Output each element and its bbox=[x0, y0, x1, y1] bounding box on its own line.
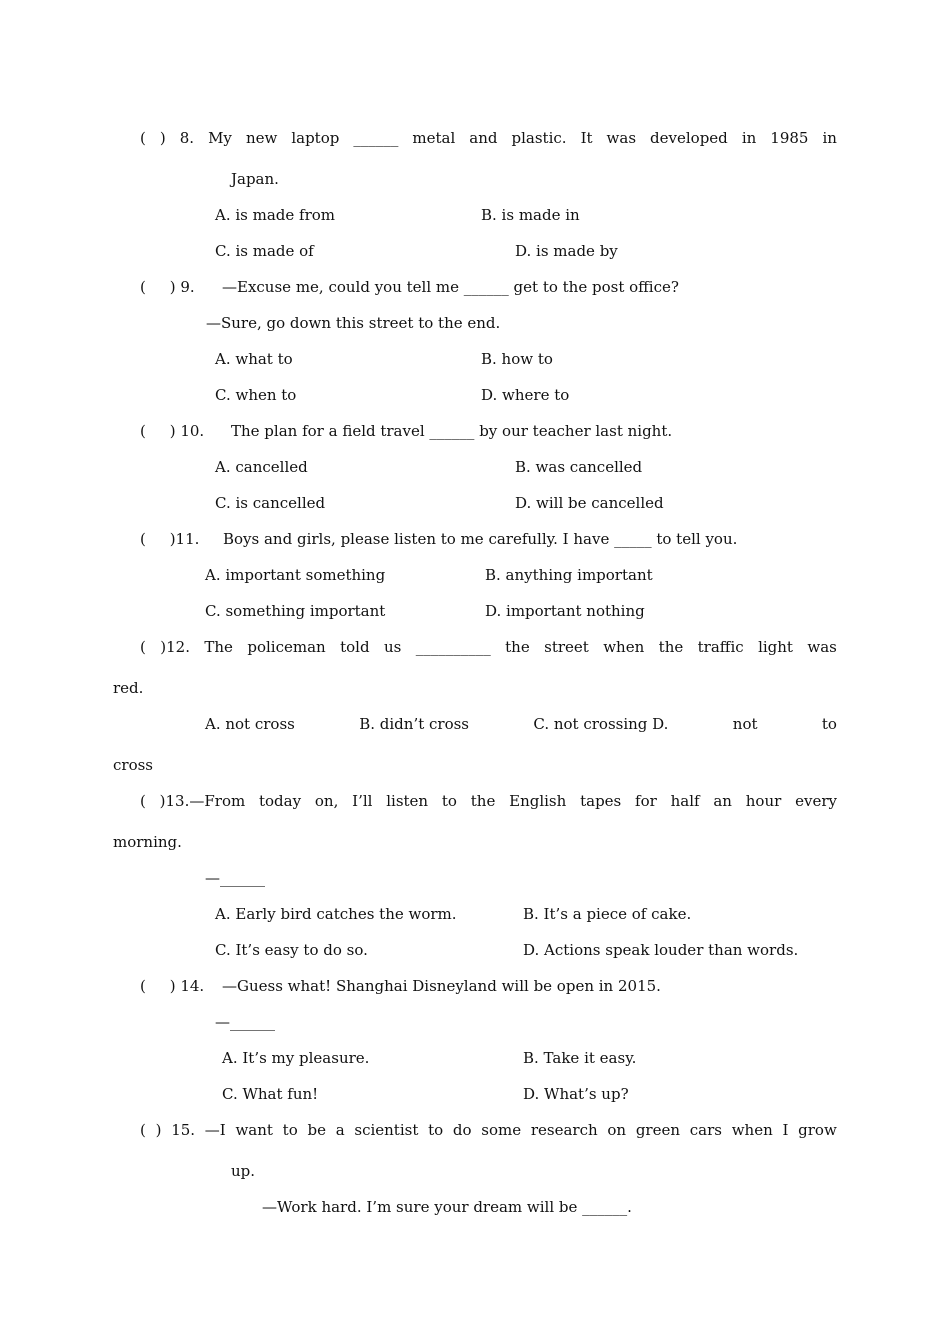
q15-stem-word: do bbox=[452, 1121, 472, 1139]
q13-stem-word: every bbox=[795, 792, 837, 810]
q15-stem-word: to bbox=[282, 1121, 298, 1139]
q15-stem-word: when bbox=[731, 1121, 773, 1139]
q14-stem: —Guess what! Shanghai Disneyland will be open in 2015. bbox=[222, 977, 661, 995]
q9-stem: —Excuse me, could you tell me ______ get to the post office? bbox=[222, 278, 679, 296]
q15-stem-cont: up. bbox=[231, 1162, 256, 1180]
q15-stem-word: scientist bbox=[354, 1121, 419, 1139]
q12-stem-word: The bbox=[204, 638, 233, 656]
q12-stem-word: was bbox=[807, 638, 837, 656]
q9-option-d[interactable]: D. where to bbox=[481, 386, 570, 404]
q12-options[interactable] bbox=[205, 714, 837, 734]
q8-option-d[interactable]: D. is made by bbox=[515, 242, 618, 260]
q13-stem-word: )13.—From bbox=[159, 792, 246, 810]
q12-stem-word: __________ bbox=[415, 638, 491, 656]
q13-stem-word: English bbox=[509, 792, 567, 810]
q12-stem-word: ( bbox=[140, 638, 146, 656]
q13-option-d[interactable]: D. Actions speak louder than words. bbox=[523, 941, 799, 959]
q8-stem-word: in bbox=[822, 129, 837, 147]
q9-option-b[interactable]: B. how to bbox=[481, 350, 553, 368]
q8-option-a[interactable]: A. is made from bbox=[215, 206, 336, 224]
q13-stem-cont: morning. bbox=[113, 833, 182, 851]
q8-stem-word: metal bbox=[412, 129, 456, 147]
q10-option-c[interactable]: C. is cancelled bbox=[215, 494, 326, 512]
q13-stem-word: to bbox=[441, 792, 457, 810]
q8-stem-cont: Japan. bbox=[231, 170, 279, 188]
q12-stem-word: us bbox=[383, 638, 402, 656]
q12-options-word: not bbox=[732, 715, 758, 733]
q15-stem-word: to bbox=[428, 1121, 444, 1139]
q8-stem-word: new bbox=[245, 129, 278, 147]
q8-stem-word: ) bbox=[159, 129, 166, 147]
q10-prefix: ( ) 10. bbox=[140, 422, 205, 440]
q8-option-c[interactable]: C. is made of bbox=[215, 242, 314, 260]
q12-options-word: C. not crossing D. bbox=[533, 715, 669, 733]
q13-option-a[interactable]: A. Early bird catches the worm. bbox=[215, 905, 457, 923]
q8-stem-word: ( bbox=[140, 129, 146, 147]
q8-stem-word: It bbox=[580, 129, 593, 147]
q13-stem-word: I’ll bbox=[352, 792, 373, 810]
q8-stem-word: ______ bbox=[353, 129, 399, 147]
q15-stem-word: —I bbox=[204, 1121, 226, 1139]
q13-stem-word: the bbox=[470, 792, 496, 810]
q15-stem-word: I bbox=[782, 1121, 789, 1139]
q13-option-b[interactable]: B. It’s a piece of cake. bbox=[523, 905, 692, 923]
q13-stem-word: half bbox=[670, 792, 700, 810]
q13-reply: —______ bbox=[205, 869, 265, 887]
q8-stem-word: My bbox=[208, 129, 232, 147]
q8-option-b[interactable]: B. is made in bbox=[481, 206, 580, 224]
q15-stem-word: on bbox=[607, 1121, 627, 1139]
q9-prefix: ( ) 9. bbox=[140, 278, 195, 296]
q10-stem: The plan for a field travel ______ by our teacher last night. bbox=[231, 422, 673, 440]
q12-options-cont: cross bbox=[113, 756, 153, 774]
q13-stem-word: tapes bbox=[580, 792, 622, 810]
q8-stem-word: in bbox=[741, 129, 757, 147]
q13-stem-word: on, bbox=[314, 792, 339, 810]
q12-stem-word: told bbox=[340, 638, 370, 656]
q15-stem-word: cars bbox=[689, 1121, 722, 1139]
q12-stem-word: )12. bbox=[160, 638, 190, 656]
q8-stem-word: plastic. bbox=[511, 129, 567, 147]
q9-option-c[interactable]: C. when to bbox=[215, 386, 297, 404]
q8-stem-word: 1985 bbox=[770, 129, 809, 147]
q11-option-c[interactable]: C. something important bbox=[205, 602, 386, 620]
q14-reply: —______ bbox=[215, 1013, 275, 1031]
q14-option-a[interactable]: A. It’s my pleasure. bbox=[222, 1049, 370, 1067]
q15-stem-word: a bbox=[335, 1121, 345, 1139]
q15-stem-word: research bbox=[530, 1121, 598, 1139]
q8-stem bbox=[140, 128, 837, 148]
q15-stem-word: 15. bbox=[171, 1121, 196, 1139]
q12-stem bbox=[140, 637, 837, 657]
q8-stem-word: was bbox=[606, 129, 637, 147]
q12-stem-word: policeman bbox=[247, 638, 326, 656]
q12-stem-word: light bbox=[758, 638, 793, 656]
q9-reply: —Sure, go down this street to the end. bbox=[206, 314, 501, 332]
q11-option-a[interactable]: A. important something bbox=[205, 566, 386, 584]
q14-option-b[interactable]: B. Take it easy. bbox=[523, 1049, 637, 1067]
q13-stem bbox=[140, 791, 837, 811]
q15-stem-word: want bbox=[235, 1121, 273, 1139]
q12-stem-word: street bbox=[544, 638, 589, 656]
q12-options-word: to bbox=[821, 715, 837, 733]
q11-prefix: ( )11. bbox=[140, 530, 200, 548]
q13-stem-word: ( bbox=[140, 792, 146, 810]
q15-stem bbox=[140, 1120, 837, 1140]
q13-stem-word: for bbox=[635, 792, 657, 810]
q15-reply: —Work hard. I’m sure your dream will be ______. bbox=[262, 1198, 632, 1216]
q8-stem-word: developed bbox=[650, 129, 728, 147]
q14-option-c[interactable]: C. What fun! bbox=[222, 1085, 319, 1103]
q12-options-word: B. didn’t cross bbox=[359, 715, 470, 733]
q15-stem-word: green bbox=[635, 1121, 680, 1139]
q11-option-b[interactable]: B. anything important bbox=[485, 566, 653, 584]
q12-stem-word: when bbox=[603, 638, 645, 656]
q15-stem-word: be bbox=[307, 1121, 326, 1139]
q12-stem-word: traffic bbox=[697, 638, 744, 656]
q14-prefix: ( ) 14. bbox=[140, 977, 205, 995]
q12-options-word: A. not cross bbox=[205, 715, 295, 733]
q13-stem-word: hour bbox=[745, 792, 782, 810]
q14-option-d[interactable]: D. What’s up? bbox=[523, 1085, 629, 1103]
q12-stem-word: the bbox=[505, 638, 530, 656]
q8-stem-word: and bbox=[469, 129, 498, 147]
q13-option-c[interactable]: C. It’s easy to do so. bbox=[215, 941, 368, 959]
q12-stem-cont: red. bbox=[113, 679, 144, 697]
q13-stem-word: today bbox=[259, 792, 302, 810]
q15-stem-word: some bbox=[481, 1121, 522, 1139]
q15-stem-word: ( bbox=[140, 1121, 146, 1139]
q15-stem-word: grow bbox=[798, 1121, 837, 1139]
q13-stem-word: an bbox=[713, 792, 732, 810]
q10-option-a[interactable]: A. cancelled bbox=[215, 458, 308, 476]
q8-stem-word: laptop bbox=[291, 129, 340, 147]
q13-stem-word: listen bbox=[386, 792, 429, 810]
q11-stem: Boys and girls, please listen to me carefully. I have _____ to tell you. bbox=[223, 530, 738, 548]
q8-stem-word: 8. bbox=[179, 129, 195, 147]
q12-stem-word: the bbox=[658, 638, 684, 656]
q10-option-d[interactable]: D. will be cancelled bbox=[515, 494, 664, 512]
q15-stem-word: ) bbox=[155, 1121, 162, 1139]
q11-option-d[interactable]: D. important nothing bbox=[485, 602, 645, 620]
q9-option-a[interactable]: A. what to bbox=[215, 350, 293, 368]
q10-option-b[interactable]: B. was cancelled bbox=[515, 458, 643, 476]
